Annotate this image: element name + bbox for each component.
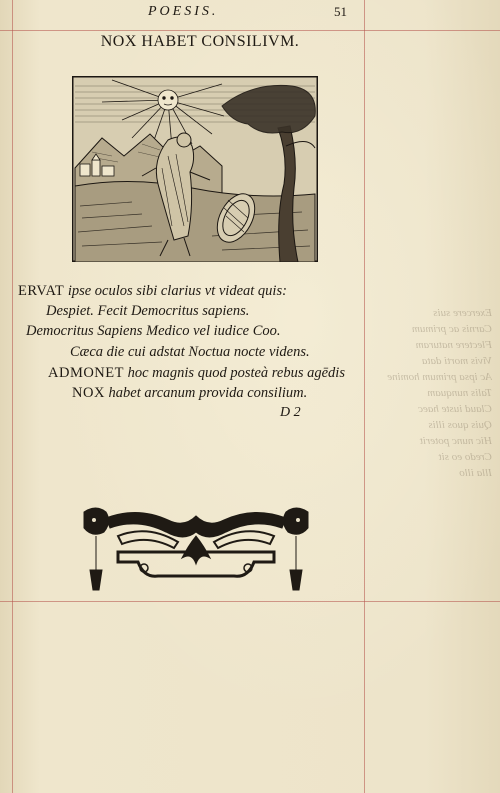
ruling-line	[12, 0, 13, 793]
ornament-icon	[78, 502, 314, 594]
verse-line: Democritus Sapiens Medico vel iudice Coo.	[26, 323, 281, 339]
woodcut-illustration	[72, 76, 318, 262]
signature-mark: D 2	[280, 405, 301, 420]
running-head-title: POESIS.	[148, 4, 219, 19]
verse-line: Despiet. Fecit Democritus sapiens.	[46, 303, 250, 319]
page-number: 51	[334, 4, 347, 19]
verse-line: Cæca die cui adstat Noctua nocte videns.	[70, 344, 310, 360]
running-head	[0, 4, 500, 24]
verse-line: NOX habet arcanum provida consilium.	[72, 385, 308, 401]
verse-line: ERVAT ipse oculos sibi clarius vt videat quis:	[18, 283, 287, 299]
ruling-line	[0, 30, 500, 31]
ruling-line	[0, 601, 500, 602]
verse-line: ADMONET hoc magnis quod posteà rebus agēdis	[48, 365, 345, 381]
emblem-motto: NOX HABET CONSILIVM.	[100, 33, 300, 50]
show-through-text: Exercere suis Carnis ac primum Flectere naturam Vivis morti data Ac ipsa primum homine Talis nunquam Claud iuste haec Quis quos illis Hic nunc poterit Credo eo sit Illa illo	[387, 307, 492, 479]
